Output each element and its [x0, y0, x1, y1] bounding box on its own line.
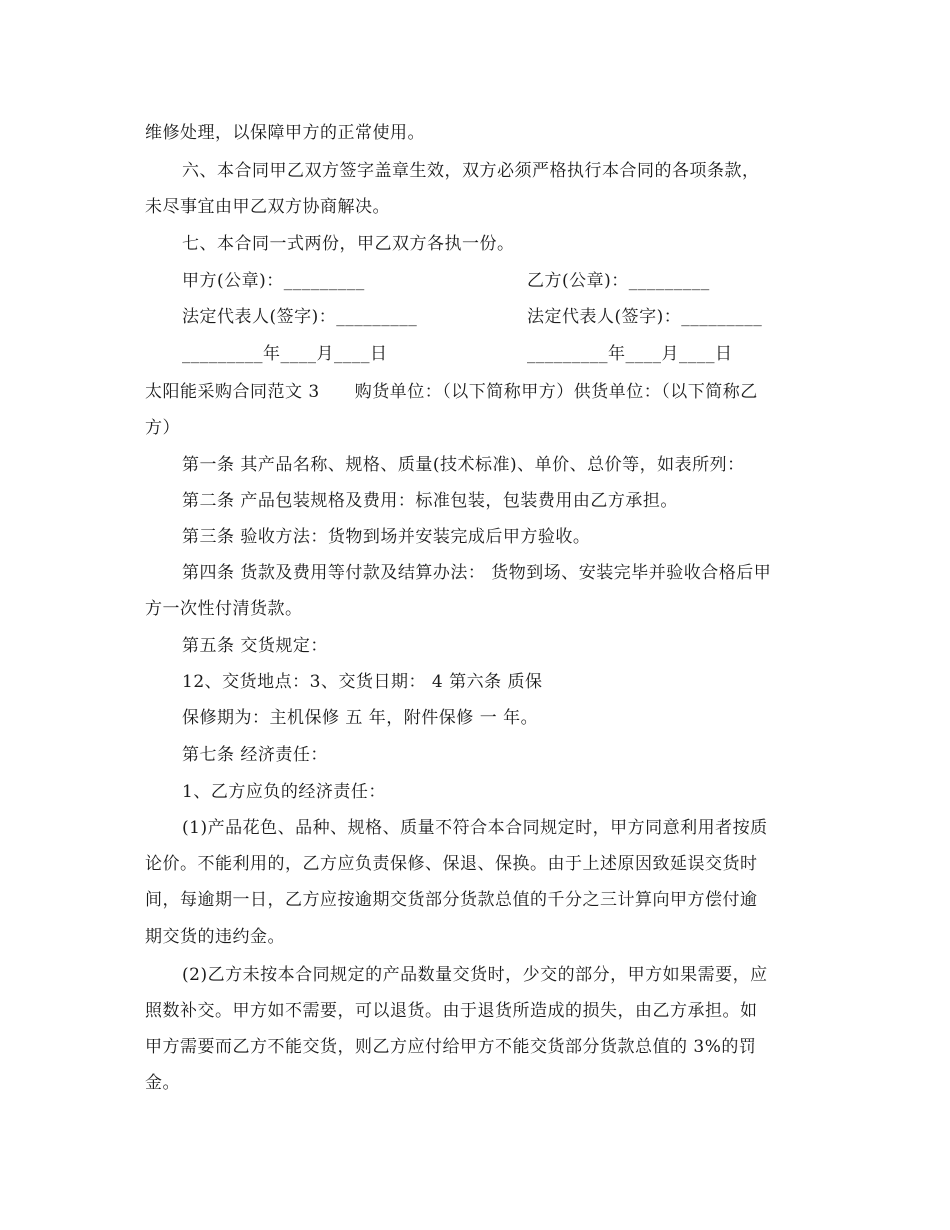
article-four: 第四条 货款及费用等付款及结算办法： 货物到场、安装完毕并验收合格后甲: [182, 563, 772, 583]
liability-heading: 1、乙方应负的经济责任：: [182, 782, 386, 802]
party-b-seal-line: 乙方(公章)：_________: [527, 271, 710, 291]
party-a-date-line: _________年____月____日: [182, 344, 388, 364]
paragraph-line: 照数补交。甲方如不需要，可以退货。由于退货所造成的损失，由乙方承担。如: [145, 1001, 758, 1021]
warranty-period: 保修期为：主机保修 五 年，附件保修 一 年。: [182, 708, 539, 728]
liability-item-2: (2)乙方未按本合同规定的产品数量交货时，少交的部分，甲方如果需要，应: [182, 965, 768, 985]
contract-title-line: 太阳能采购合同范文 3 购货单位：（以下简称甲方）供货单位：（以下简称乙: [145, 382, 758, 402]
paragraph-line: 期交货的违约金。: [145, 927, 285, 947]
party-a-seal-line: 甲方(公章)：_________: [182, 271, 365, 291]
paragraph-line: 方一次性付清货款。: [145, 599, 303, 619]
paragraph-line: 维修处理，以保障甲方的正常使用。: [145, 123, 425, 143]
paragraph-line: 金。: [145, 1073, 180, 1093]
paragraph-line: 间，每逾期一日，乙方应按逾期交货部分货款总值的千分之三计算向甲方偿付逾: [145, 890, 758, 910]
clause-six: 六、本合同甲乙双方签字盖章生效，双方必须严格执行本合同的各项条款，: [182, 161, 760, 181]
article-seven: 第七条 经济责任：: [182, 745, 328, 765]
article-three: 第三条 验收方法：货物到场并安装完成后甲方验收。: [182, 527, 591, 547]
article-one: 第一条 其产品名称、规格、质量(技术标准)、单价、总价等，如表所列：: [182, 455, 745, 475]
article-two: 第二条 产品包装规格及费用：标准包装，包装费用由乙方承担。: [182, 491, 678, 511]
party-b-date-line: _________年____月____日: [527, 344, 733, 364]
paragraph-line: 未尽事宜由甲乙双方协商解决。: [145, 197, 390, 217]
clause-seven: 七、本合同一式两份，甲乙双方各执一份。: [182, 234, 515, 254]
party-a-representative-line: 法定代表人(签字)：_________: [182, 307, 418, 327]
paragraph-line: 甲方需要而乙方不能交货，则乙方应付给甲方不能交货部分货款总值的 3%的罚: [145, 1037, 757, 1057]
party-b-representative-line: 法定代表人(签字)：_________: [527, 307, 763, 327]
liability-item-1: (1)产品花色、品种、规格、质量不符合本合同规定时，甲方同意利用者按质: [182, 818, 768, 838]
delivery-details: 12、交货地点：3、交货日期： 4 第六条 质保: [182, 672, 543, 692]
paragraph-line: 论价。不能利用的，乙方应负责保修、保退、保换。由于上述原因致延误交货时: [145, 854, 758, 874]
article-five: 第五条 交货规定：: [182, 636, 328, 656]
paragraph-line: 方）: [145, 418, 180, 438]
